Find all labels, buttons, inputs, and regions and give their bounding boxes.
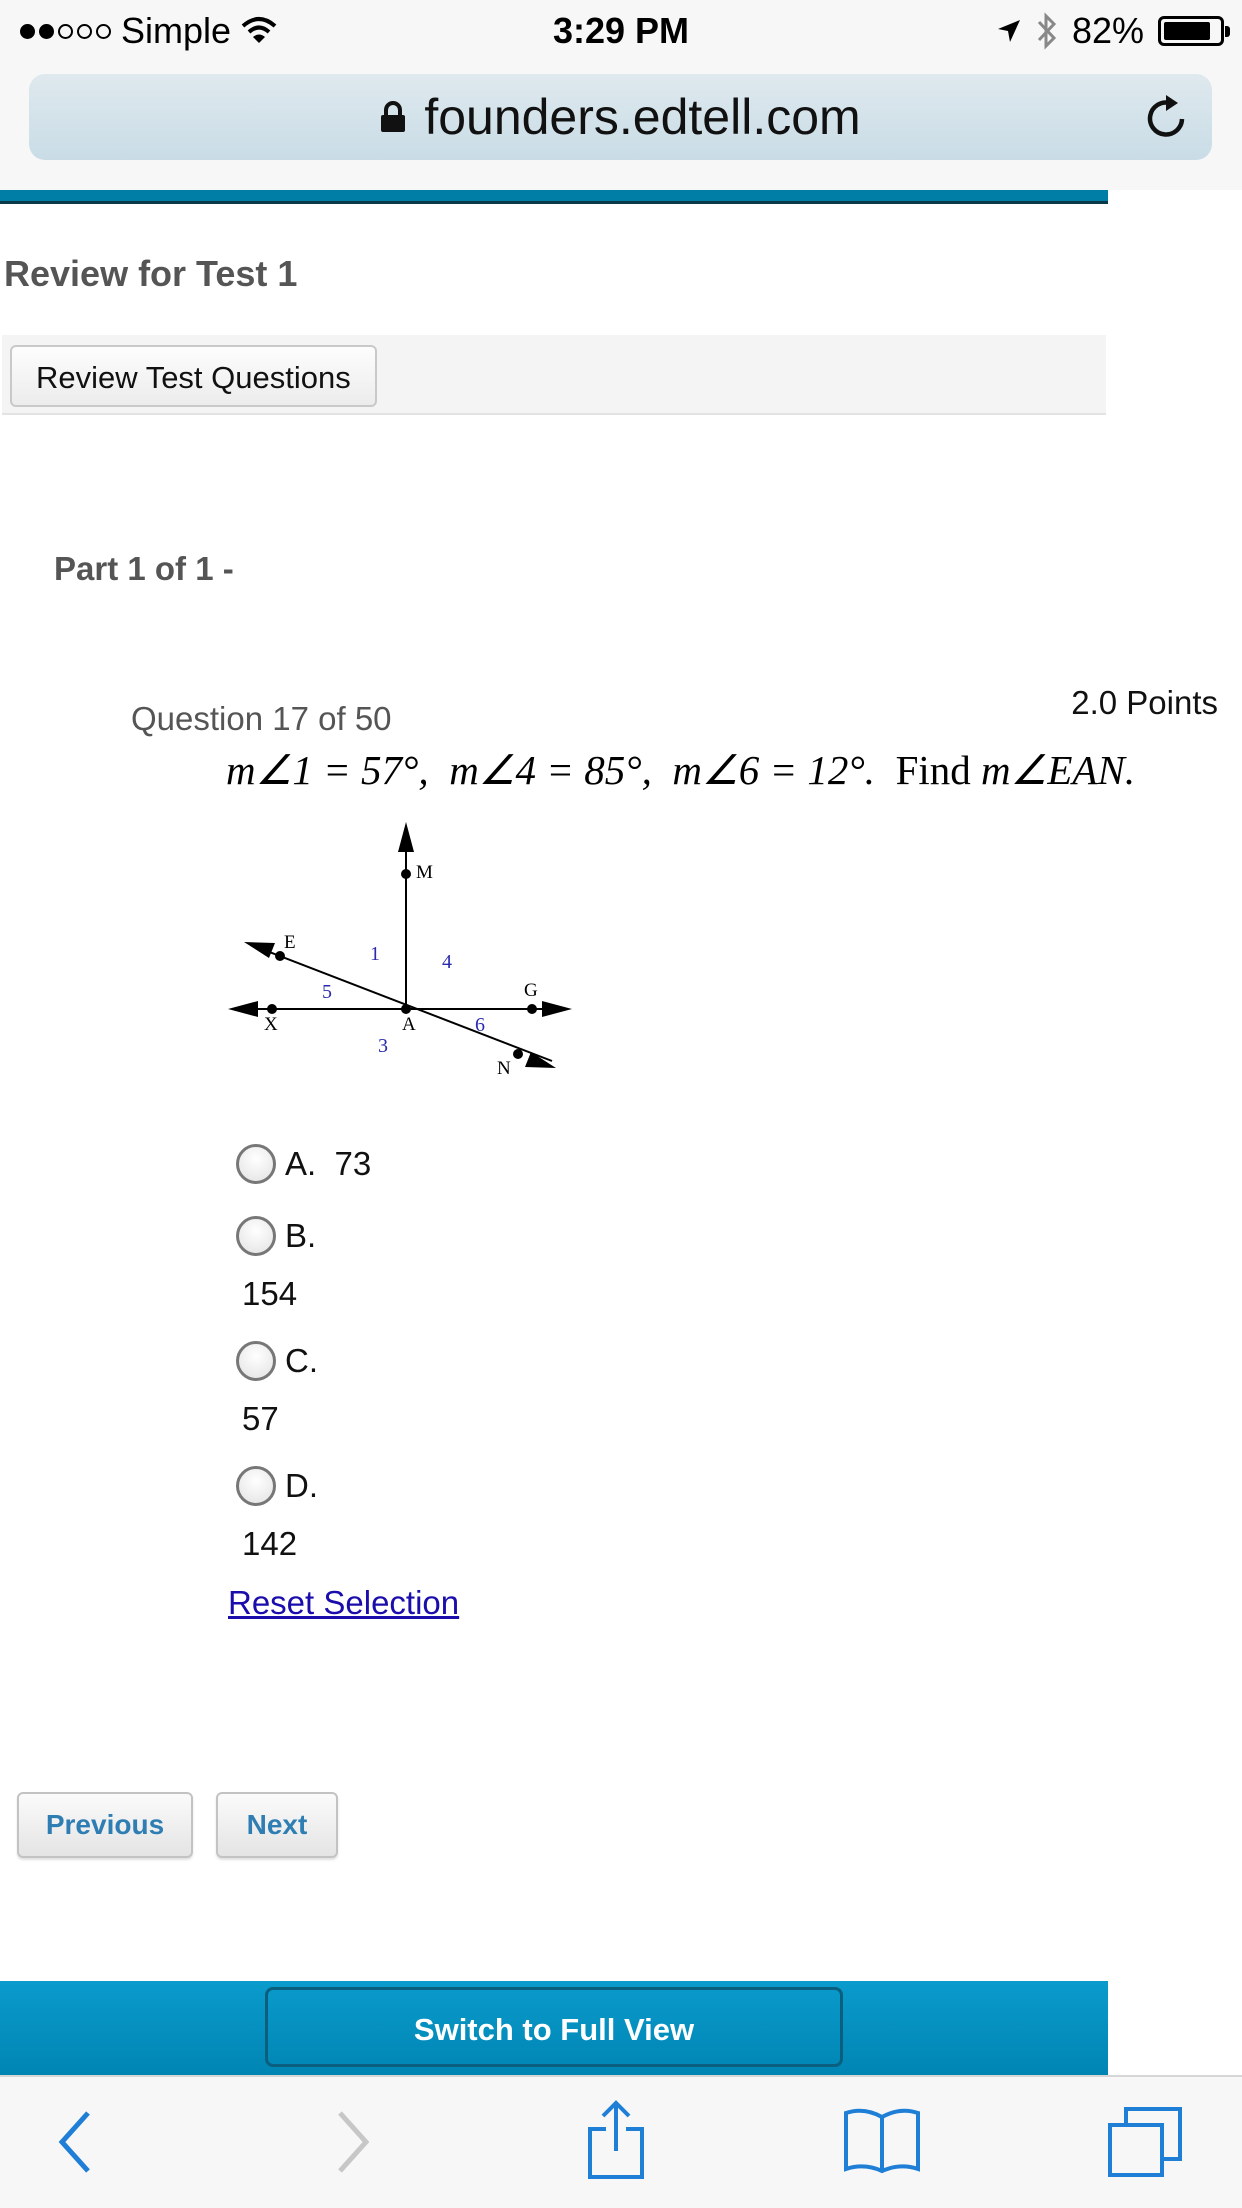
choice-c-letter: C. bbox=[285, 1342, 318, 1379]
arrowhead-right bbox=[542, 1001, 572, 1017]
problem-statement bbox=[226, 746, 1135, 794]
page-title: Review for Test 1 bbox=[4, 253, 298, 294]
browser-toolbar bbox=[0, 64, 1242, 190]
choice-a-radio[interactable] bbox=[236, 1144, 276, 1184]
choice-c-radio[interactable] bbox=[236, 1341, 276, 1381]
arrowhead-up bbox=[398, 822, 414, 852]
back-icon[interactable] bbox=[56, 2107, 96, 2177]
forward-icon[interactable] bbox=[332, 2107, 372, 2177]
label-a: A bbox=[402, 1014, 416, 1035]
angle-label-1: 1 bbox=[370, 943, 380, 965]
status-time: 3:29 PM bbox=[552, 10, 690, 51]
angle-label-5: 5 bbox=[322, 981, 332, 1003]
status-right bbox=[996, 10, 1224, 52]
angle-label-4: 4 bbox=[442, 951, 452, 973]
bluetooth-icon bbox=[1036, 12, 1058, 50]
location-arrow-icon bbox=[996, 18, 1022, 44]
label-n: N bbox=[497, 1058, 511, 1079]
label-m: M bbox=[416, 862, 433, 883]
part-label: Part 1 of 1 - bbox=[54, 550, 234, 587]
previous-button[interactable]: Previous bbox=[17, 1792, 193, 1858]
choice-c[interactable] bbox=[236, 1341, 318, 1381]
angle-label-6: 6 bbox=[475, 1014, 485, 1036]
review-toolbar bbox=[2, 335, 1106, 415]
lock-icon bbox=[380, 101, 406, 133]
choice-d[interactable] bbox=[236, 1466, 318, 1506]
choice-d-value: 142 bbox=[242, 1525, 298, 1562]
reload-icon[interactable] bbox=[1144, 92, 1190, 142]
choice-b-value: 154 bbox=[242, 1275, 298, 1312]
bookmarks-icon[interactable] bbox=[842, 2105, 922, 2175]
label-e: E bbox=[284, 932, 296, 953]
label-x: X bbox=[264, 1014, 278, 1035]
choice-b-radio[interactable] bbox=[236, 1216, 276, 1256]
footer-bar bbox=[0, 1981, 1108, 2075]
url-text: founders.edtell.com bbox=[424, 89, 861, 145]
point-g bbox=[527, 1004, 537, 1014]
tabs-icon[interactable] bbox=[1106, 2105, 1184, 2179]
question-number: Question 17 of 50 bbox=[131, 700, 392, 737]
point-a bbox=[401, 1004, 411, 1014]
choice-a-value: 73 bbox=[334, 1145, 372, 1182]
carrier-name: Simple bbox=[121, 10, 232, 51]
choice-c-value: 57 bbox=[242, 1400, 279, 1437]
given-angle-6: m∠6 = 12°. bbox=[672, 747, 876, 793]
arrowhead-left bbox=[228, 1001, 258, 1017]
header-accent-bar bbox=[0, 190, 1108, 204]
arrowhead-upper-left bbox=[244, 942, 275, 958]
switch-to-full-view-button[interactable]: Switch to Full View bbox=[265, 1987, 843, 2067]
share-icon[interactable] bbox=[586, 2099, 646, 2181]
choice-d-radio[interactable] bbox=[236, 1466, 276, 1506]
battery-icon bbox=[1158, 16, 1224, 46]
choice-b[interactable] bbox=[236, 1216, 316, 1256]
angle-diagram bbox=[220, 820, 580, 1090]
target-angle: m∠EAN. bbox=[981, 747, 1136, 793]
browser-bottom-toolbar bbox=[0, 2075, 1242, 2208]
label-g: G bbox=[524, 980, 538, 1001]
reset-selection-link[interactable]: Reset Selection bbox=[228, 1584, 460, 1621]
question-points: 2.0 Points bbox=[1071, 684, 1218, 721]
point-x bbox=[267, 1004, 277, 1014]
point-n bbox=[513, 1049, 523, 1059]
line-en bbox=[254, 946, 552, 1061]
find-word: Find bbox=[895, 747, 971, 793]
address-bar[interactable] bbox=[29, 74, 1212, 160]
choice-a[interactable] bbox=[236, 1144, 371, 1184]
given-angle-4: m∠4 = 85°, bbox=[449, 747, 652, 793]
angle-label-3: 3 bbox=[378, 1035, 388, 1057]
given-angle-1: m∠1 = 57°, bbox=[226, 747, 429, 793]
point-m bbox=[401, 869, 411, 879]
choice-b-letter: B. bbox=[285, 1217, 317, 1254]
battery-percent: 82% bbox=[1071, 10, 1144, 51]
choice-d-letter: D. bbox=[285, 1467, 318, 1504]
status-bar bbox=[0, 0, 1242, 64]
choice-a-letter: A. bbox=[285, 1145, 317, 1182]
review-test-questions-button[interactable]: Review Test Questions bbox=[10, 345, 377, 407]
next-button[interactable]: Next bbox=[216, 1792, 338, 1858]
